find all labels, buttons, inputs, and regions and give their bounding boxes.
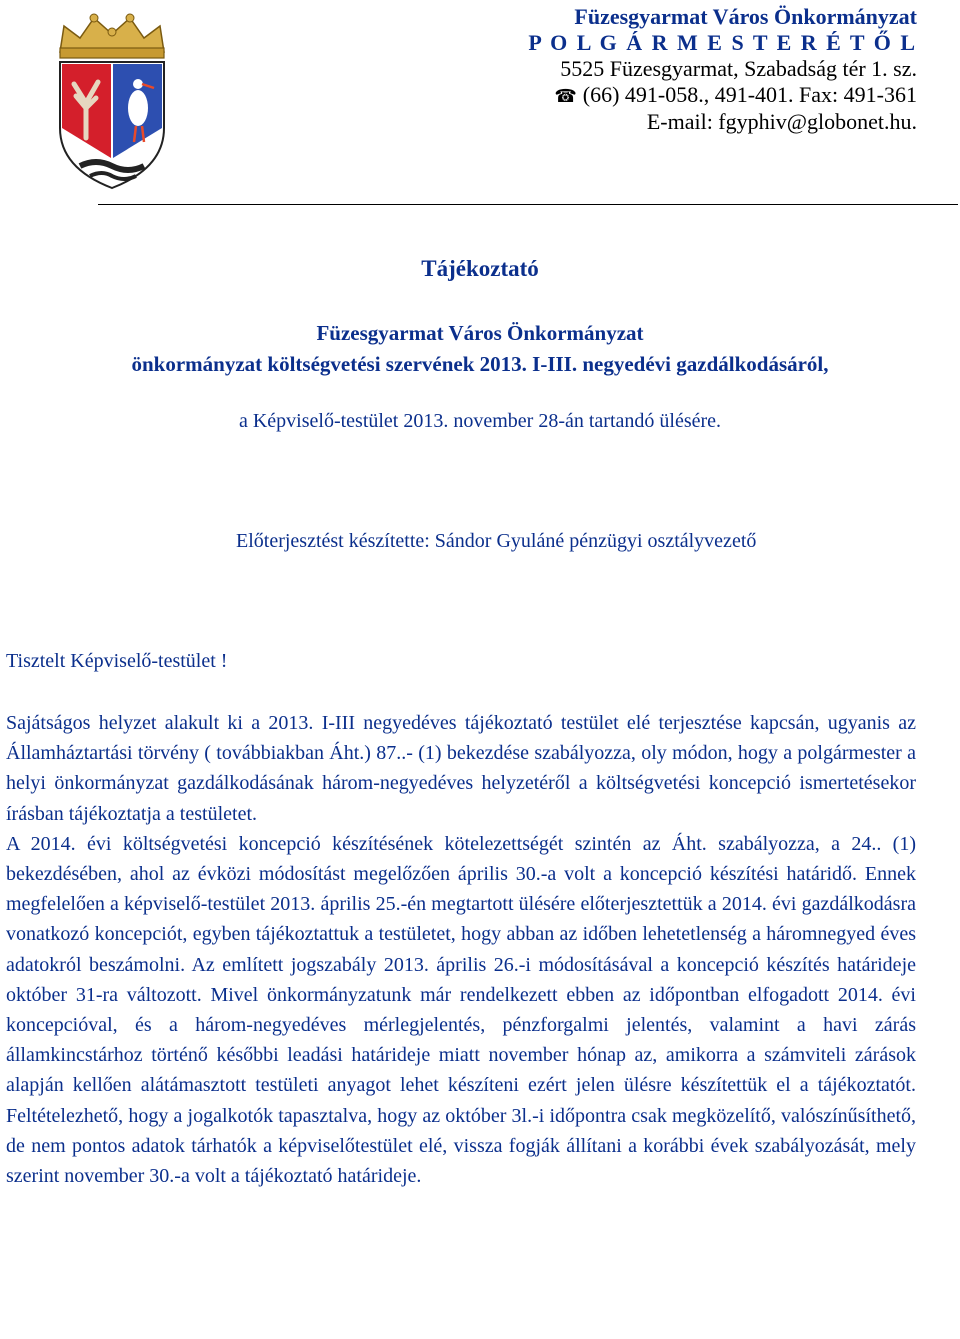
- office-name: P O L G Á R M E S T E R É T Ő L: [528, 30, 917, 55]
- phone-line: [357, 82, 917, 109]
- paragraph-2: A 2014. évi költségvetési koncepció készítésének kötelezettségét szintén az Áht. szabályozza, a 24.. (1) bekezdésében, ahol az évközi módosítást megelőzően április 30.-a volt a koncepció készítési határidő. Ennek megfelelően a képviselő-testület 2013. április 25.-én megtartott ülésére előterjesztettük a 2014. évi gazdálkodásra vonatkozó koncepciót, egyben tájékoztattuk a testületet, hogy abban az időben lehetetlenség a háromnegyed éves adatokról beszámolni. Az említett jogszabály 2013. április 26.-i módosításával a koncepció készítés határideje október 31-ra változott. Mivel önkormányzatunk már rendelkezett ebben az időpontban elfogadott 2014. évi koncepcióval, és a három-negyedéves mérlegjelentés, pénzforgalmi jelentés, valamint a havi zárás államkincstárhoz történő későbbi leadási határideje miatt november hónap az, amikorra a számviteli zárások alapján kellően alátámasztott testületi anyagot lehet készíteni ezért jelen ülésre készítettük el a tájékoztatót. Feltételezhető, hogy a jogalkotók tapasztalva, hogy az október 3l.-i időpontra csak megközelítő, valószínűsíthető, de nem pontos adatok tárhatók a képviselőtestület elé, vissza fogják állítani a korábbi évek szabályozását, mely szerint november 30.-a volt a tájékoztató határideje.: [6, 832, 916, 1188]
- author-line: Előterjesztést készítette: Sándor Gyuláné pénzügyi osztályvezető: [236, 530, 757, 552]
- document-body: [6, 708, 916, 1191]
- paragraph-1: Sajátságos helyzet alakult ki a 2013. I-III negyedéves tájékoztató testület elé terjesztése kapcsán, ugyanis az Államháztartási törvény ( továbbiakban Áht.) 87..- (1) bekezdése szabályozza, oly módon, hogy a polgármester a helyi önkormányzat gazdálkodásának három-negyedéves helyzetéről a költségvetési koncepció ismertetésekor írásban tájékoztatja a testületet.: [6, 712, 916, 825]
- address: 5525 Füzesgyarmat, Szabadság tér 1. sz.: [560, 56, 917, 81]
- document-subject: [0, 318, 960, 380]
- salutation: Tisztelt Képviselő-testület !: [6, 650, 228, 672]
- telephone-icon: ☎: [554, 86, 577, 106]
- meeting-line: a Képviselő-testület 2013. november 28-án tartandó ülésére.: [238, 410, 722, 432]
- document-title: Tájékoztató: [421, 256, 539, 281]
- phone-numbers: (66) 491-058., 491-401. Fax: 491-361: [582, 82, 917, 107]
- email: E-mail: fgyphiv@globonet.hu.: [646, 109, 917, 134]
- crest-icon: [50, 8, 174, 190]
- org-name: Füzesgyarmat Város Önkormányzat: [574, 4, 917, 29]
- subject-line-1: Füzesgyarmat Város Önkormányzat: [316, 321, 644, 345]
- subject-line-2: önkormányzat költségvetési szervének 2013. I-III. negyedévi gazdálkodásáról,: [131, 352, 829, 376]
- header-divider: [98, 204, 958, 205]
- letterhead: [357, 4, 917, 135]
